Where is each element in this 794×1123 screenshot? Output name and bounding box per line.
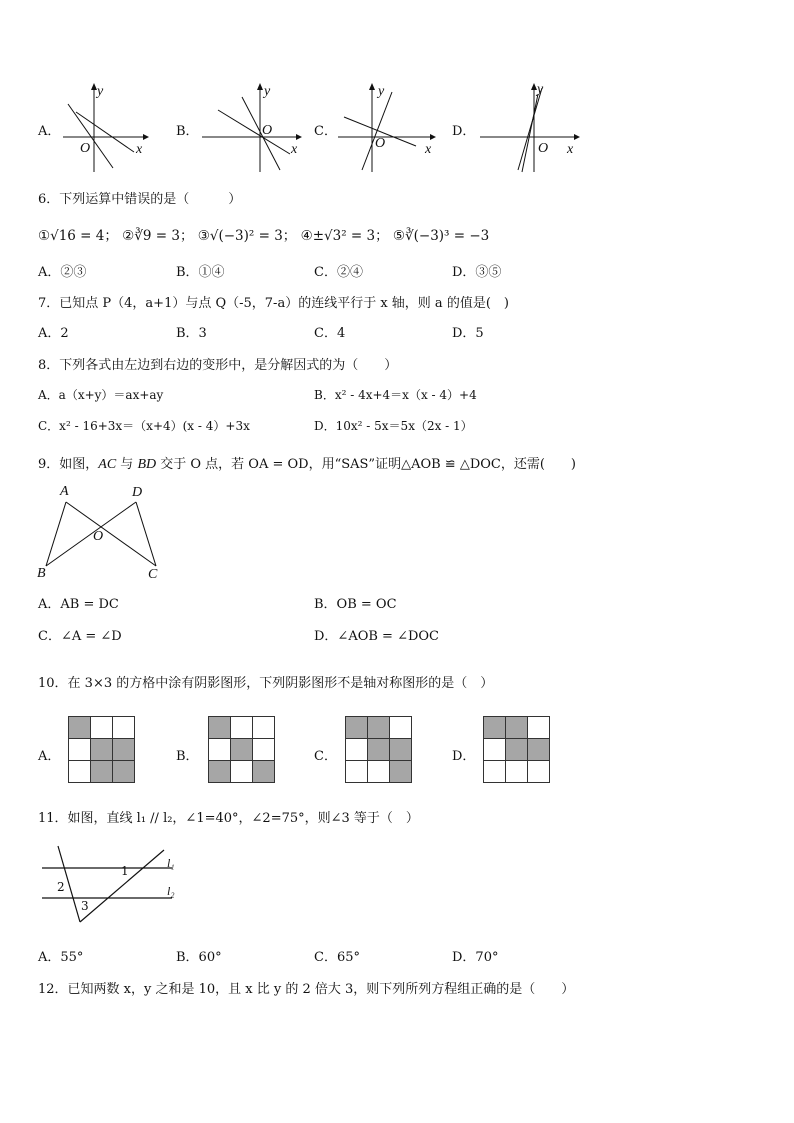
q5-d-origin: O [538, 141, 549, 156]
q7-option-d[interactable]: D．5 [452, 326, 484, 341]
q10-stem: 10．在 3×3 的方格中涂有阴影图形，下列阴影图形不是轴对称图形的是（ ） [38, 676, 494, 691]
grid-cell [368, 717, 390, 739]
q10-grid-b [208, 716, 275, 783]
grid-cell [528, 739, 550, 761]
q5-b-y-label: y [264, 84, 271, 99]
q10-grid-c [345, 716, 412, 783]
q5-graph-c [336, 82, 436, 174]
q9-stem-bd: BD [137, 457, 157, 472]
q12-stem: 12．已知两数 x，y 之和是 10，且 x 比 y 的 2 倍大 3，则下列所列方程组正确的是（ ） [38, 982, 575, 997]
q5-c-y-label: y [378, 84, 385, 99]
q5-c-origin: O [375, 136, 386, 151]
grid-cell [113, 761, 135, 783]
q8-stem: 8．下列各式由左边到右边的变形中，是分解因式的为（ ） [38, 358, 398, 373]
q8-option-a[interactable]: A．a（x+y）＝ax+ay [38, 388, 164, 402]
q9-stem-mid: 与 [116, 457, 138, 472]
grid-cell [91, 761, 113, 783]
grid-cell [113, 739, 135, 761]
grid-cell [484, 739, 506, 761]
q9-label-d: D [132, 485, 143, 500]
q9-stem-prefix: 9．如图， [38, 457, 99, 472]
q9-option-d[interactable]: D．∠AOB = ∠DOC [314, 629, 439, 644]
q11-option-c[interactable]: C．65° [314, 950, 360, 965]
q11-option-b[interactable]: B．60° [176, 950, 222, 965]
q6-option-a[interactable]: A．②③ [38, 265, 87, 280]
q6-item-2: ②∛9 = 3； [122, 228, 194, 244]
q5-a-y-label: y [97, 84, 104, 99]
q5-graph-b [200, 82, 300, 174]
q7-option-a[interactable]: A．2 [38, 326, 69, 341]
q6-option-d[interactable]: D．③⑤ [452, 265, 502, 280]
q5-a-x-label: x [136, 142, 143, 157]
grid-cell [368, 761, 390, 783]
grid-cell [346, 761, 368, 783]
q6-item-1: ①√16 = 4； [38, 228, 118, 244]
grid-cell [91, 717, 113, 739]
q10-grid-a [68, 716, 135, 783]
q6-item-5: ⑤∛(−3)³ = −3 [392, 228, 490, 244]
q10-grid-d [483, 716, 550, 783]
q5-graph-d [478, 82, 580, 174]
q10-option-d-letter[interactable]: D． [452, 749, 476, 764]
grid-cell [231, 761, 253, 783]
q5-a-origin: O [80, 141, 91, 156]
grid-cell [209, 717, 231, 739]
q5-option-a-letter[interactable]: A． [38, 124, 61, 139]
grid-cell [253, 717, 275, 739]
q8-option-b[interactable]: B．x² - 4x+4＝x（x - 4）+4 [314, 388, 477, 402]
grid-cell [390, 717, 412, 739]
grid-cell [253, 761, 275, 783]
grid-cell [484, 717, 506, 739]
q6-item-4: ④±√3² = 3； [300, 228, 389, 244]
q9-stem [38, 453, 576, 473]
q8-option-c[interactable]: C．x² - 16+3x＝（x+4）(x - 4）+3x [38, 419, 250, 433]
q11-line-l1: l₁ [167, 856, 175, 870]
q10-option-b-letter[interactable]: B． [176, 749, 199, 764]
grid-cell [209, 761, 231, 783]
grid-cell [253, 739, 275, 761]
q11-line-l2: l₂ [167, 884, 175, 898]
grid-cell [231, 739, 253, 761]
grid-cell [390, 761, 412, 783]
grid-cell [69, 739, 91, 761]
q9-label-a: A [60, 484, 69, 499]
grid-cell [368, 739, 390, 761]
q9-option-c[interactable]: C．∠A = ∠D [38, 629, 122, 644]
grid-cell [506, 739, 528, 761]
grid-cell [113, 717, 135, 739]
grid-cell [506, 761, 528, 783]
q9-option-b[interactable]: B．OB = OC [314, 597, 397, 612]
q6-item-3: ③√(−3)² = 3； [197, 228, 297, 244]
q10-option-c-letter[interactable]: C． [314, 749, 337, 764]
grid-cell [69, 717, 91, 739]
grid-cell [506, 717, 528, 739]
q5-option-d-letter[interactable]: D． [452, 124, 476, 139]
q6-option-b[interactable]: B．①④ [176, 265, 225, 280]
grid-cell [528, 717, 550, 739]
grid-cell [91, 739, 113, 761]
q6-option-c[interactable]: C．②④ [314, 265, 363, 280]
q7-option-b[interactable]: B．3 [176, 326, 207, 341]
q9-option-a[interactable]: A．AB = DC [38, 597, 119, 612]
q11-angle-2: 2 [57, 880, 65, 894]
q11-stem: 11．如图，直线 l₁ // l₂，∠1=40°，∠2=75°，则∠3 等于（ ） [38, 811, 419, 826]
grid-cell [390, 739, 412, 761]
q5-option-b-letter[interactable]: B． [176, 124, 199, 139]
q5-b-x-label: x [291, 142, 298, 157]
q6-stem: 6．下列运算中错误的是（ ） [38, 192, 242, 207]
grid-cell [346, 739, 368, 761]
q11-option-a[interactable]: A．55° [38, 950, 84, 965]
grid-cell [69, 761, 91, 783]
q5-d-x-label: x [567, 142, 574, 157]
q11-angle-1: 1 [121, 864, 129, 878]
q8-option-d[interactable]: D．10x² - 5x＝5x（2x - 1） [314, 419, 473, 433]
q7-stem: 7．已知点 P（4，a+1）与点 Q（-5，7-a）的连线平行于 x 轴，则 a 的值是( ) [38, 296, 509, 311]
grid-cell [528, 761, 550, 783]
grid-cell [231, 717, 253, 739]
q5-option-c-letter[interactable]: C． [314, 124, 337, 139]
grid-cell [346, 717, 368, 739]
q5-b-origin: O [262, 123, 273, 138]
q7-option-c[interactable]: C．4 [314, 326, 346, 341]
q11-angle-3: 3 [81, 899, 89, 913]
q9-label-b: B [37, 566, 46, 581]
q11-option-d[interactable]: D．70° [452, 950, 499, 965]
q5-c-x-label: x [425, 142, 432, 157]
q9-label-c: C [148, 567, 158, 582]
q9-stem-rest: 交于 O 点，若 OA = OD，用“SAS”证明△AOB ≌ △DOC，还需( ) [156, 457, 576, 472]
q9-stem-ac: AC [98, 457, 117, 472]
grid-cell [484, 761, 506, 783]
q10-option-a-letter[interactable]: A． [38, 749, 61, 764]
grid-cell [209, 739, 231, 761]
q5-d-y-label: y [537, 82, 544, 97]
q9-label-o: O [93, 529, 104, 544]
q6-items [38, 224, 489, 244]
